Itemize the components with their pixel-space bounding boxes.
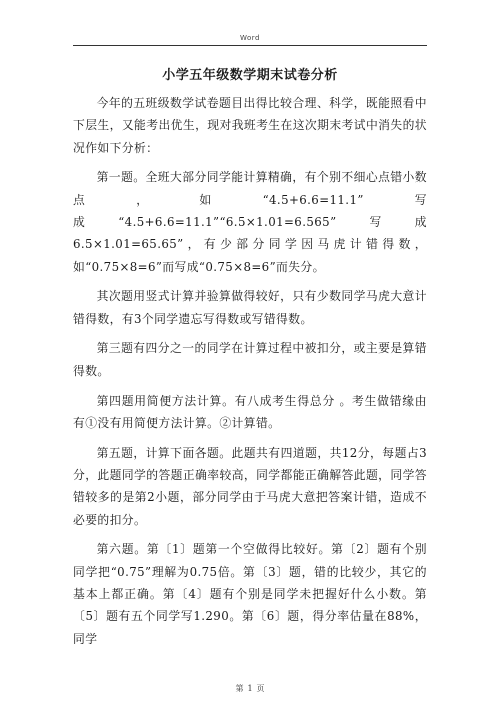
document-title: 小学五年级数学期末试卷分析: [162, 68, 338, 83]
paragraph-intro: 今年的五班级数学试卷题目出得比较合理、科学，既能照看中下层生，又能考出优生，现对我班考生在这次期末考试中消失的状况作如下分析：: [73, 96, 427, 155]
paragraph-question-3: 第三题有四分之一的同学在计算过程中被扣分，或主要是算错得数。: [73, 341, 427, 378]
paragraph-question-5: 第五题，计算下面各题。此题共有四道题，共12分，每题占3分，此题同学的答题正确率较高，同学都能正确解答此题，同学答错较多的是第2小题，部分同学由于马虎大意把答案计错，造成不必要的扣分。: [73, 445, 427, 527]
footer-suffix: 页: [256, 684, 265, 693]
header-divider: [73, 45, 427, 46]
footer-prefix: 第: [235, 684, 244, 693]
paragraph-question-2: 其次题用竖式计算并验算做得较好，只有少数同学马虎大意计错得数，有3个同学遗忘写得数或写错得数。: [73, 289, 427, 326]
page-number: 1: [247, 684, 253, 693]
paragraph-question-4: 第四题用简便方法计算。有八成考生得总分 。考生做错缘由有①没有用简便方法计算。②计算错。: [73, 393, 427, 430]
page-footer: [0, 683, 500, 694]
paragraph-question-6: 第六题。第〔1〕题第一个空做得比较好。第〔2〕题有个别同学把“0.75”理解为0.75倍。第〔3〕题，错的比较少，其它的基本上都正确。第〔4〕题有个别是同学未把握好什么小数。第〔5〕题有五个同学写1.290。第〔6〕题，得分率估量在88%，同学: [73, 542, 427, 646]
paragraph-question-1: 第一题。全班大部分同学能计算精确，有个别不细心点错小数点，如“4.5+6.6=11.1”写成“4.5+6.6=11.1”“6.5×1.01=6.565”写成6.5×1.01=65.65”，有少部分同学因马虎计错得数，如“0.75×8=6”而写成“0.75×8=6”而失分。: [73, 170, 427, 274]
document-body: [73, 92, 427, 657]
running-header: Word: [240, 34, 260, 42]
